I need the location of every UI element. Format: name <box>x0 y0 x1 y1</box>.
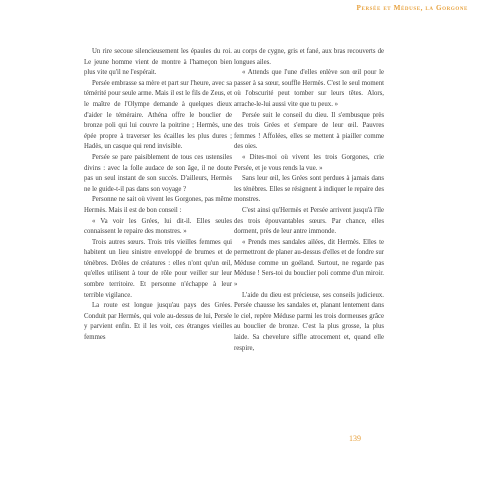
paragraph: « Attends que l'une d'elles enlève son œil pour le passer à sa sœur, souffle Hermès. C'est le seul moment où l'obscurité peut tomber sur leurs têtes. Alors, arrache-le-lui aussi vite que tu peux. » <box>234 69 384 108</box>
paragraph: Sans leur œil, les Grées sont perdues à jamais dans les ténèbres. Elles se résignent à indiquer le repaire des monstres. <box>234 175 384 204</box>
right-text-column <box>234 47 384 354</box>
paragraph: Persée se pare paisiblement de tous ces ustensiles divins : avec la folle audace de son âge, il ne doute pas un seul instant de son succès. D'ailleurs, Hermès ne le guide-t-il pas dans son voyage ? <box>84 153 232 193</box>
paragraph: L'aide du dieu est précieuse, ses conseils judicieux. Persée chausse les sandales et, planant lentement dans le ciel, repère Méduse parmi les trois dormeuses grâce au bouclier de bronze. C'est la plus grosse, la plus laide. Sa chevelure siffle atrocement et, quand elle respire, <box>234 291 384 352</box>
paragraph: Personne ne sait où vivent les Gorgones, pas même Hermès. Mais il est de bon conseil : <box>84 196 232 214</box>
paragraph: Un rire secoue silencieusement les épaules du roi. Le jeune homme vient de montre à l'hameçon bien plus vite qu'il ne l'espérait. <box>84 48 232 77</box>
paragraph: « Va voir les Grées, lui dit-il. Elles seules connaissent le repaire des monstres. » <box>84 217 232 236</box>
running-title: Persée et Méduse, la Gorgone <box>356 4 468 12</box>
left-text-column <box>84 47 232 344</box>
paragraph: La route est longue jusqu'au pays des Grées. Conduit par Hermès, qui vole au-dessus de lui, Persée y parvient enfin. Et il les voit, ces étranges vieilles femmes <box>84 302 232 342</box>
paragraph: Persée embrasse sa mère et part sur l'heure, avec sa témérité pour seule arme. Mais il est le fils de Zeus, et le maître de l'Olympe demande à quelques dieux d'aider le téméraire. Athéna offre le bouclier de bronze poli qui lui couvre la poitrine ; Hermès, une épée propre à traverser les écailles les plus dures ; Hadès, un casque qui rend invisible. <box>84 79 232 151</box>
paragraph: Persée suit le conseil du dieu. Il s'embusque près des trois Grées et s'empare de leur œil. Pauvres femmes ! Affolées, elles se mettent à piailler comme des oies. <box>234 111 384 151</box>
paragraph: au corps de cygne, gris et fané, aux bras recouverts de longues ailes. <box>234 48 384 66</box>
paragraph: C'est ainsi qu'Hermès et Persée arrivent jusqu'à l'île des trois épouvantables sœurs. Par chance, elles dorment, près de leur antre immonde. <box>234 206 384 236</box>
paragraph: « Prends mes sandales ailées, dit Hermès. Elles te permettront de planer au-dessus d'elles et de fondre sur Méduse comme un goéland. Surtout, ne regarde pas Méduse ! Sers-toi du bouclier poli comme d'un miroir. » <box>234 238 384 289</box>
paragraph: « Dites-moi où vivent les trois Gorgones, crie Persée, et je vous rends la vue. » <box>234 153 384 172</box>
paragraph: Trois autres sœurs. Trois très vieilles femmes qui habitent un lieu sinistre enveloppé de brumes et de ténèbres. Drôles de créatures : elles n'ont qu'un œil, qu'elles utilisent à tour de rôle pour veiller sur leur sombre territoire. Et personne n'échappe à leur terrible vigilance. <box>84 238 232 299</box>
page-number: 139 <box>349 434 361 443</box>
